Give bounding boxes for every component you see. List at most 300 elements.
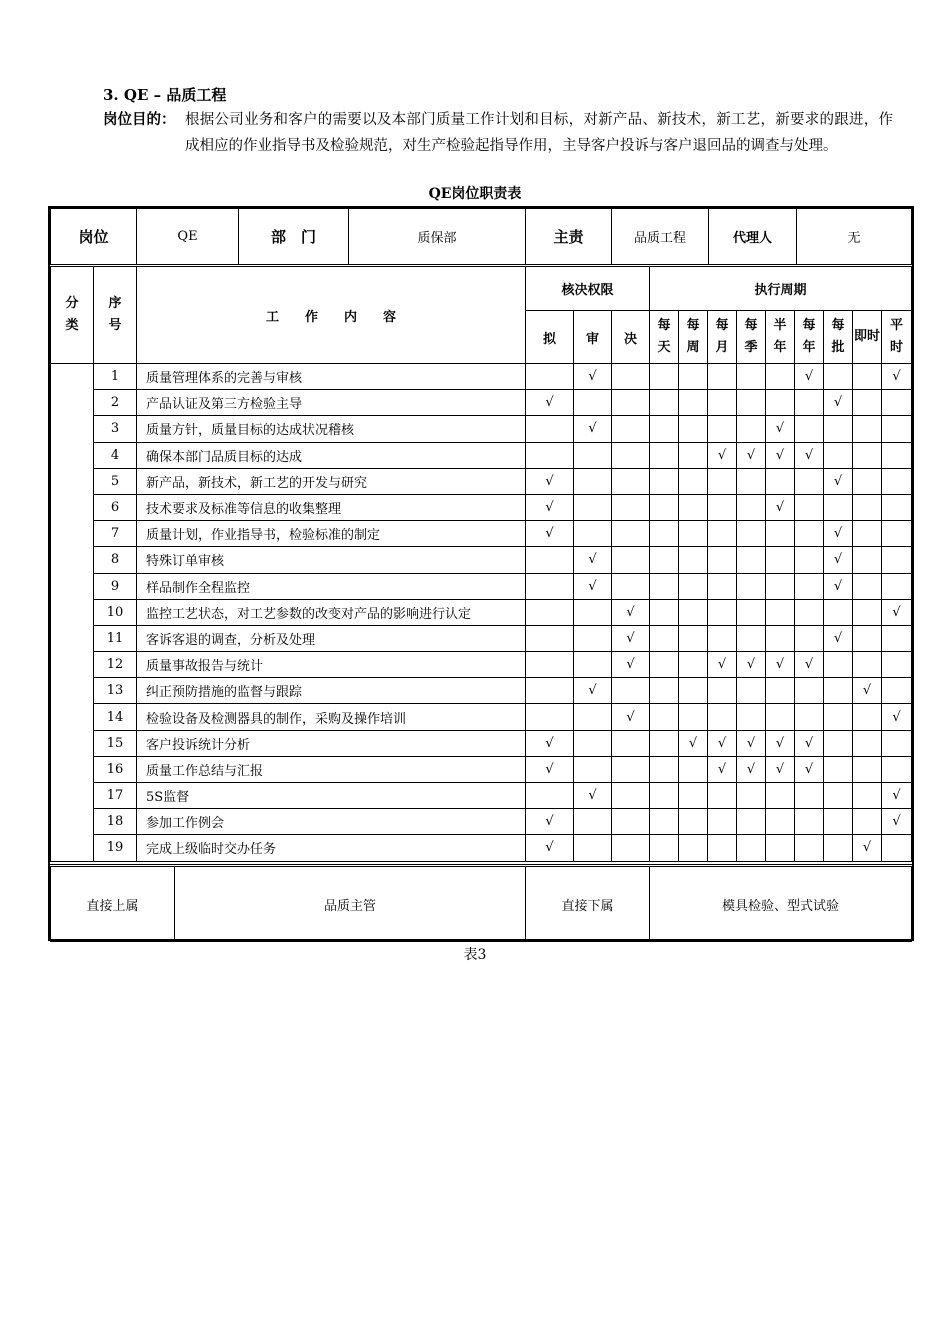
empty-cell — [650, 599, 679, 625]
cycle-col-header — [824, 311, 853, 364]
table-row — [51, 442, 912, 468]
empty-cell — [679, 704, 708, 730]
empty-cell — [708, 599, 737, 625]
empty-cell — [824, 652, 853, 678]
empty-cell — [824, 599, 853, 625]
cycle-col-header — [766, 311, 795, 364]
footer-table — [50, 864, 912, 942]
empty-cell — [824, 809, 853, 835]
content-cell: 质量方针，质量目标的达成状况稽核 — [137, 416, 526, 442]
seq-cell: 14 — [94, 704, 137, 730]
empty-cell — [853, 442, 882, 468]
empty-cell — [708, 364, 737, 390]
empty-cell — [766, 521, 795, 547]
empty-cell — [882, 678, 912, 704]
check-mark-cell: √ — [766, 416, 795, 442]
check-mark-cell: √ — [882, 599, 912, 625]
table-row — [51, 783, 912, 809]
empty-cell — [882, 835, 912, 861]
check-mark-cell: √ — [824, 521, 853, 547]
empty-cell — [679, 390, 708, 416]
empty-cell — [679, 494, 708, 520]
authority-col-header: 审 — [574, 311, 612, 364]
content-cell: 检验设备及检测器具的制作，采购及操作培训 — [137, 704, 526, 730]
check-mark-cell: √ — [708, 756, 737, 782]
empty-cell — [853, 494, 882, 520]
empty-cell — [679, 521, 708, 547]
empty-cell — [853, 704, 882, 730]
seq-cell: 8 — [94, 547, 137, 573]
empty-cell — [882, 521, 912, 547]
seq-header-text: 序号 — [108, 296, 122, 333]
empty-cell — [853, 521, 882, 547]
empty-cell — [824, 756, 853, 782]
empty-cell — [737, 521, 766, 547]
seq-cell: 18 — [94, 809, 137, 835]
empty-cell — [526, 416, 574, 442]
content-cell: 纠正预防措施的监督与跟踪 — [137, 678, 526, 704]
empty-cell — [737, 835, 766, 861]
empty-cell — [574, 704, 612, 730]
check-mark-cell: √ — [882, 783, 912, 809]
empty-cell — [679, 364, 708, 390]
table-row — [51, 599, 912, 625]
empty-cell — [795, 521, 824, 547]
empty-cell — [824, 416, 853, 442]
empty-cell — [795, 390, 824, 416]
empty-cell — [650, 442, 679, 468]
subordinate-label: 直接下属 — [526, 866, 650, 942]
content-cell: 客诉客退的调查，分析及处理 — [137, 625, 526, 651]
job-purpose-text: 根据公司业务和客户的需要以及本部门质量工作计划和目标，对新产品、新技术，新工艺，新要求的跟进，作成相应的作业指导书及检验规范，对生产检验起指导作用，主导客户投诉与客户退回品的调查与处理。 — [185, 112, 893, 154]
content-header: 工 作 内 容 — [137, 267, 526, 364]
content-cell: 样品制作全程监控 — [137, 573, 526, 599]
empty-cell — [679, 809, 708, 835]
empty-cell — [737, 809, 766, 835]
table-row — [51, 468, 912, 494]
authority-col-header: 拟 — [526, 311, 574, 364]
table-row — [51, 835, 912, 861]
content-cell: 确保本部门品质目标的达成 — [137, 442, 526, 468]
seq-cell: 10 — [94, 599, 137, 625]
column-header-table — [50, 266, 912, 364]
empty-cell — [679, 678, 708, 704]
empty-cell — [795, 416, 824, 442]
empty-cell — [766, 573, 795, 599]
check-mark-cell: √ — [526, 730, 574, 756]
empty-cell — [679, 573, 708, 599]
content-cell: 产品认证及第三方检验主导 — [137, 390, 526, 416]
empty-cell — [824, 442, 853, 468]
empty-cell — [737, 468, 766, 494]
cycle-col-header-text: 每周 — [686, 318, 700, 356]
empty-cell — [650, 730, 679, 756]
empty-cell — [853, 599, 882, 625]
table-row — [51, 704, 912, 730]
empty-cell — [650, 573, 679, 599]
empty-cell — [526, 625, 574, 651]
category-header — [51, 267, 94, 364]
table-row — [51, 573, 912, 599]
content-cell: 监控工艺状态，对工艺参数的改变对产品的影响进行认定 — [137, 599, 526, 625]
content-cell: 质量工作总结与汇报 — [137, 756, 526, 782]
duties-table — [50, 363, 912, 862]
cycle-header: 执行周期 — [650, 267, 912, 311]
empty-cell — [737, 599, 766, 625]
seq-cell: 15 — [94, 730, 137, 756]
check-mark-cell: √ — [766, 730, 795, 756]
empty-cell — [766, 678, 795, 704]
table-row — [51, 625, 912, 651]
empty-cell — [526, 678, 574, 704]
cycle-col-header — [708, 311, 737, 364]
empty-cell — [650, 390, 679, 416]
check-mark-cell: √ — [824, 573, 853, 599]
empty-cell — [795, 573, 824, 599]
empty-cell — [612, 364, 650, 390]
check-mark-cell: √ — [766, 494, 795, 520]
seq-cell: 16 — [94, 756, 137, 782]
check-mark-cell: √ — [526, 756, 574, 782]
cycle-col-header-text: 每年 — [802, 318, 816, 356]
authority-header: 核决权限 — [526, 267, 650, 311]
empty-cell — [574, 756, 612, 782]
empty-cell — [708, 809, 737, 835]
table-row — [51, 809, 912, 835]
empty-cell — [574, 390, 612, 416]
superior-label: 直接上属 — [51, 866, 175, 942]
check-mark-cell: √ — [612, 599, 650, 625]
empty-cell — [574, 599, 612, 625]
category-header-text: 分类 — [65, 296, 79, 333]
section-heading: 3. QE – 品质工程 — [103, 86, 227, 104]
empty-cell — [795, 494, 824, 520]
check-mark-cell: √ — [824, 625, 853, 651]
empty-cell — [882, 730, 912, 756]
empty-cell — [679, 756, 708, 782]
check-mark-cell: √ — [766, 442, 795, 468]
seq-cell: 9 — [94, 573, 137, 599]
check-mark-cell: √ — [612, 704, 650, 730]
empty-cell — [574, 730, 612, 756]
empty-cell — [708, 390, 737, 416]
empty-cell — [795, 678, 824, 704]
empty-cell — [650, 521, 679, 547]
empty-cell — [650, 547, 679, 573]
content-cell: 特殊订单审核 — [137, 547, 526, 573]
empty-cell — [824, 835, 853, 861]
empty-cell — [708, 704, 737, 730]
empty-cell — [882, 416, 912, 442]
content-cell: 技术要求及标准等信息的收集整理 — [137, 494, 526, 520]
empty-cell — [853, 468, 882, 494]
empty-cell — [679, 416, 708, 442]
empty-cell — [679, 625, 708, 651]
department-value: 质保部 — [349, 209, 526, 265]
agent-value: 无 — [797, 209, 912, 265]
empty-cell — [612, 416, 650, 442]
empty-cell — [612, 756, 650, 782]
empty-cell — [853, 783, 882, 809]
empty-cell — [679, 599, 708, 625]
cycle-col-header — [650, 311, 679, 364]
check-mark-cell: √ — [766, 652, 795, 678]
empty-cell — [526, 783, 574, 809]
empty-cell — [526, 547, 574, 573]
empty-cell — [766, 547, 795, 573]
empty-cell — [612, 678, 650, 704]
empty-cell — [766, 364, 795, 390]
table-row — [51, 547, 912, 573]
empty-cell — [853, 416, 882, 442]
check-mark-cell: √ — [526, 809, 574, 835]
table-row — [51, 730, 912, 756]
cycle-col-header-text: 即时 — [853, 329, 880, 345]
empty-cell — [650, 783, 679, 809]
empty-cell — [766, 599, 795, 625]
empty-cell — [795, 809, 824, 835]
content-cell: 质量管理体系的完善与审核 — [137, 364, 526, 390]
empty-cell — [650, 652, 679, 678]
empty-cell — [574, 835, 612, 861]
check-mark-cell: √ — [526, 835, 574, 861]
check-mark-cell: √ — [824, 390, 853, 416]
empty-cell — [882, 468, 912, 494]
check-mark-cell: √ — [708, 652, 737, 678]
empty-cell — [766, 783, 795, 809]
empty-cell — [679, 547, 708, 573]
empty-cell — [612, 573, 650, 599]
content-cell: 质量计划，作业指导书，检验标准的制定 — [137, 521, 526, 547]
empty-cell — [882, 652, 912, 678]
empty-cell — [824, 364, 853, 390]
cycle-col-header — [795, 311, 824, 364]
check-mark-cell: √ — [526, 468, 574, 494]
empty-cell — [795, 599, 824, 625]
check-mark-cell: √ — [824, 468, 853, 494]
cycle-col-header-text: 每天 — [657, 318, 671, 356]
position-value: QE — [137, 209, 239, 265]
empty-cell — [574, 521, 612, 547]
empty-cell — [650, 678, 679, 704]
empty-cell — [853, 756, 882, 782]
table-row — [51, 364, 912, 390]
check-mark-cell: √ — [574, 573, 612, 599]
empty-cell — [853, 573, 882, 599]
empty-cell — [737, 625, 766, 651]
empty-cell — [853, 809, 882, 835]
content-cell: 参加工作例会 — [137, 809, 526, 835]
authority-col-header: 决 — [612, 311, 650, 364]
empty-cell — [824, 730, 853, 756]
check-mark-cell: √ — [526, 390, 574, 416]
check-mark-cell: √ — [737, 756, 766, 782]
cycle-col-header-text: 半年 — [773, 318, 787, 356]
cycle-col-header-text: 每季 — [744, 318, 758, 356]
empty-cell — [612, 442, 650, 468]
department-label: 部 门 — [239, 209, 349, 265]
owner-value: 品质工程 — [612, 209, 709, 265]
check-mark-cell: √ — [853, 678, 882, 704]
seq-cell: 7 — [94, 521, 137, 547]
empty-cell — [574, 652, 612, 678]
check-mark-cell: √ — [737, 652, 766, 678]
empty-cell — [824, 678, 853, 704]
empty-cell — [882, 442, 912, 468]
seq-cell: 4 — [94, 442, 137, 468]
empty-cell — [795, 835, 824, 861]
seq-cell: 6 — [94, 494, 137, 520]
empty-cell — [650, 416, 679, 442]
empty-cell — [853, 730, 882, 756]
check-mark-cell: √ — [795, 364, 824, 390]
empty-cell — [737, 573, 766, 599]
seq-cell: 17 — [94, 783, 137, 809]
category-cell — [51, 364, 94, 862]
empty-cell — [612, 390, 650, 416]
cycle-col-header-text: 每批 — [831, 318, 845, 356]
empty-cell — [526, 652, 574, 678]
empty-cell — [574, 625, 612, 651]
empty-cell — [650, 468, 679, 494]
empty-cell — [708, 416, 737, 442]
seq-cell: 3 — [94, 416, 137, 442]
empty-cell — [737, 416, 766, 442]
empty-cell — [650, 364, 679, 390]
empty-cell — [795, 704, 824, 730]
job-purpose — [103, 107, 893, 159]
check-mark-cell: √ — [574, 416, 612, 442]
empty-cell — [708, 783, 737, 809]
empty-cell — [795, 625, 824, 651]
empty-cell — [766, 704, 795, 730]
empty-cell — [679, 652, 708, 678]
check-mark-cell: √ — [612, 652, 650, 678]
empty-cell — [708, 678, 737, 704]
table-row — [51, 494, 912, 520]
check-mark-cell: √ — [526, 494, 574, 520]
seq-cell: 13 — [94, 678, 137, 704]
empty-cell — [526, 364, 574, 390]
seq-cell: 19 — [94, 835, 137, 861]
check-mark-cell: √ — [574, 364, 612, 390]
empty-cell — [882, 390, 912, 416]
agent-label: 代理人 — [709, 209, 797, 265]
empty-cell — [824, 494, 853, 520]
check-mark-cell: √ — [795, 756, 824, 782]
empty-cell — [650, 809, 679, 835]
position-label: 岗位 — [51, 209, 137, 265]
check-mark-cell: √ — [824, 547, 853, 573]
check-mark-cell: √ — [708, 442, 737, 468]
empty-cell — [612, 835, 650, 861]
empty-cell — [526, 573, 574, 599]
table-title: QE岗位职责表 — [428, 186, 522, 202]
table-row — [51, 678, 912, 704]
empty-cell — [574, 442, 612, 468]
table-row — [51, 521, 912, 547]
empty-cell — [795, 783, 824, 809]
seq-header — [94, 267, 137, 364]
empty-cell — [737, 704, 766, 730]
empty-cell — [574, 809, 612, 835]
empty-cell — [737, 547, 766, 573]
empty-cell — [574, 468, 612, 494]
empty-cell — [853, 652, 882, 678]
empty-cell — [612, 730, 650, 756]
empty-cell — [708, 835, 737, 861]
table-caption: 表3 — [463, 947, 487, 963]
content-cell: 5S监督 — [137, 783, 526, 809]
empty-cell — [766, 625, 795, 651]
check-mark-cell: √ — [882, 364, 912, 390]
empty-cell — [882, 573, 912, 599]
empty-cell — [574, 494, 612, 520]
content-cell: 新产品，新技术，新工艺的开发与研究 — [137, 468, 526, 494]
empty-cell — [882, 547, 912, 573]
header-table — [50, 208, 912, 265]
check-mark-cell: √ — [882, 809, 912, 835]
empty-cell — [708, 625, 737, 651]
empty-cell — [708, 468, 737, 494]
subordinate-value: 模具检验、型式试验 — [650, 866, 912, 942]
empty-cell — [650, 835, 679, 861]
seq-cell: 5 — [94, 468, 137, 494]
empty-cell — [853, 390, 882, 416]
empty-cell — [708, 573, 737, 599]
table-row — [51, 756, 912, 782]
empty-cell — [650, 494, 679, 520]
empty-cell — [737, 783, 766, 809]
empty-cell — [795, 547, 824, 573]
superior-value: 品质主管 — [175, 866, 526, 942]
empty-cell — [737, 678, 766, 704]
cycle-col-header-text: 平时 — [889, 318, 903, 356]
check-mark-cell: √ — [574, 547, 612, 573]
seq-cell: 2 — [94, 390, 137, 416]
empty-cell — [882, 494, 912, 520]
empty-cell — [650, 704, 679, 730]
content-cell: 完成上级临时交办任务 — [137, 835, 526, 861]
table-row — [51, 416, 912, 442]
empty-cell — [766, 390, 795, 416]
empty-cell — [526, 704, 574, 730]
empty-cell — [612, 783, 650, 809]
check-mark-cell: √ — [612, 625, 650, 651]
empty-cell — [679, 442, 708, 468]
empty-cell — [708, 521, 737, 547]
empty-cell — [526, 442, 574, 468]
empty-cell — [526, 599, 574, 625]
check-mark-cell: √ — [574, 678, 612, 704]
cycle-col-header — [737, 311, 766, 364]
seq-cell: 1 — [94, 364, 137, 390]
table-row — [51, 652, 912, 678]
empty-cell — [853, 364, 882, 390]
check-mark-cell: √ — [795, 652, 824, 678]
empty-cell — [679, 468, 708, 494]
empty-cell — [679, 783, 708, 809]
owner-label: 主责 — [526, 209, 612, 265]
empty-cell — [612, 547, 650, 573]
cycle-col-header-text: 每月 — [715, 318, 729, 356]
empty-cell — [612, 809, 650, 835]
seq-cell: 11 — [94, 625, 137, 651]
empty-cell — [853, 547, 882, 573]
empty-cell — [882, 625, 912, 651]
empty-cell — [766, 835, 795, 861]
empty-cell — [882, 756, 912, 782]
